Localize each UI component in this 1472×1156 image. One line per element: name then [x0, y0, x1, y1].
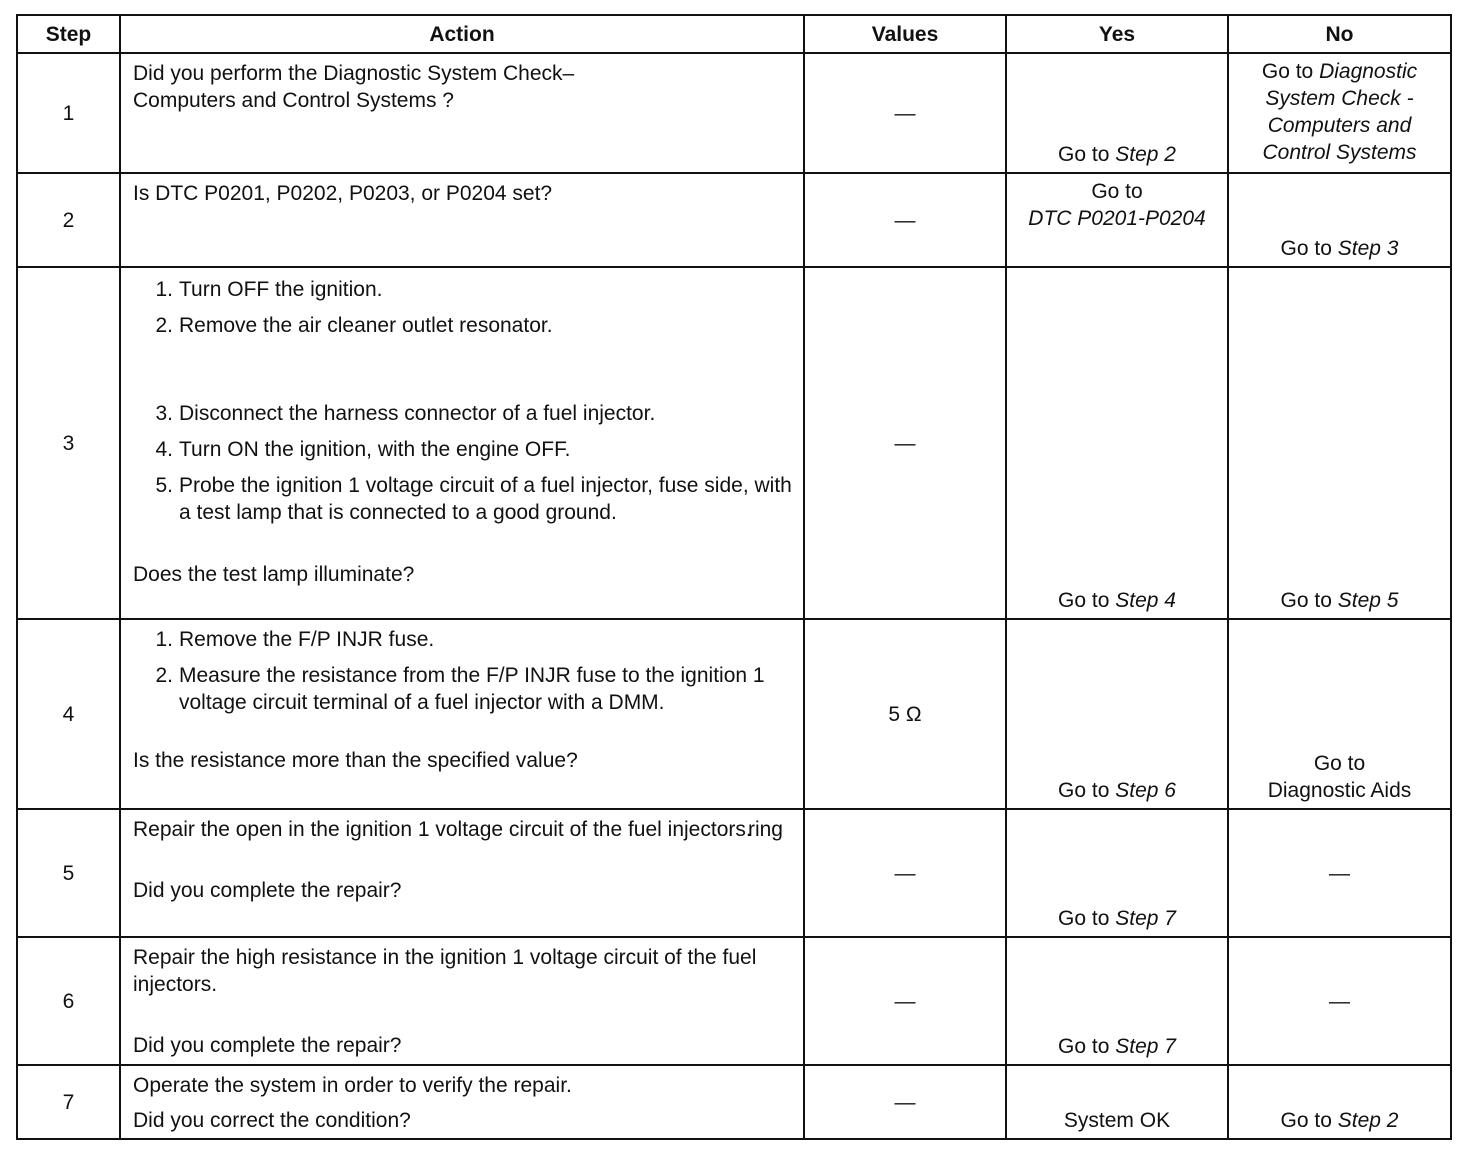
- list-item: 1. Remove the F/P INJR fuse.: [155, 628, 435, 651]
- no-cell: [1228, 937, 1451, 1065]
- yes-prefix: Go to: [1058, 143, 1116, 166]
- no-cell: [1228, 619, 1451, 809]
- action-cell: [120, 1065, 804, 1139]
- action-cell: [120, 937, 804, 1065]
- no-prefix: Go to: [1280, 237, 1338, 260]
- no-prefix: Go to: [1261, 60, 1320, 83]
- step-number: 2: [17, 173, 120, 267]
- step-number: 4: [17, 619, 120, 809]
- header-yes: Yes: [1006, 15, 1228, 53]
- value-cell: [804, 173, 1006, 267]
- yes-cell: [1006, 809, 1228, 937]
- yes-step-link: Step 2: [1115, 143, 1176, 166]
- action-text: Did you perform the Diagnostic System Check– Computers and Control Systems ?: [133, 62, 575, 112]
- yes-step-link: Step 7: [1115, 907, 1176, 930]
- value-cell: [804, 1065, 1006, 1139]
- yes-prefix: Go to: [1058, 589, 1116, 612]
- table-row: [17, 53, 1451, 173]
- header-values: Values: [804, 15, 1006, 53]
- substep-list: [133, 276, 793, 526]
- value-text: —: [894, 989, 916, 1013]
- list-item: 3. Disconnect the harness connector of a fuel injector.: [155, 402, 656, 425]
- table-row: [17, 937, 1451, 1065]
- yes-cell: [1006, 619, 1228, 809]
- value-cell: [804, 937, 1006, 1065]
- no-value: —: [1329, 989, 1350, 1013]
- header-step: Step: [17, 15, 120, 53]
- step-number: 3: [17, 267, 120, 619]
- list-item: 4. Turn ON the ignition, with the engine OFF.: [155, 438, 571, 461]
- no-step-link: Step 3: [1337, 237, 1399, 260]
- value-text: —: [894, 861, 916, 885]
- action-cell: [120, 173, 804, 267]
- no-cell: [1228, 53, 1451, 173]
- action-text: Operate the system in order to verify the repair.: [133, 1074, 572, 1097]
- yes-text: System OK: [1063, 1109, 1171, 1132]
- question-text: Is the resistance more than the specified value?: [133, 749, 578, 772]
- value-text: —: [894, 431, 916, 455]
- no-step-link: Step 5: [1337, 589, 1399, 612]
- step-number: 1: [17, 53, 120, 173]
- list-item: 2. Remove the air cleaner outlet resonator.: [155, 314, 553, 337]
- yes-step-link: Step 6: [1115, 779, 1176, 802]
- no-prefix: Go to: [1280, 1109, 1338, 1132]
- value-cell: [804, 53, 1006, 173]
- yes-cell: [1006, 1065, 1228, 1139]
- action-cell: [120, 619, 804, 809]
- question-text: Did you complete the repair?: [133, 1034, 402, 1057]
- no-prefix: Go to: [1280, 589, 1338, 612]
- no-step-link: Step 2: [1337, 1109, 1399, 1132]
- list-item: 5. Probe the ignition 1 voltage circuit of a fuel injector, fuse side, with a test lamp that is connected to a good ground.: [155, 474, 792, 524]
- stray-text: ring: [747, 818, 783, 841]
- substep-list: [133, 626, 793, 716]
- yes-prefix: Go to: [1091, 180, 1143, 203]
- action-text: Repair the open in the ignition 1 voltage circuit of the fuel injectors. ring: [133, 818, 783, 841]
- header-row: [17, 15, 1451, 53]
- step-number: 5: [17, 809, 120, 937]
- yes-prefix: Go to: [1058, 779, 1116, 802]
- value-text: —: [894, 1090, 916, 1114]
- action-cell: [120, 809, 804, 937]
- no-text: Go to Diagnostic Aids: [1267, 752, 1412, 802]
- value-cell: [804, 267, 1006, 619]
- no-value: —: [1329, 861, 1350, 885]
- table-row: [17, 173, 1451, 267]
- yes-step-link: Step 4: [1115, 589, 1176, 612]
- action-text: Repair the high resistance in the ignition 1 voltage circuit of the fuel injectors.: [133, 946, 757, 996]
- no-cell: [1228, 809, 1451, 937]
- yes-dtc-link: DTC P0201-P0204: [1028, 207, 1206, 230]
- action-text: Is DTC P0201, P0202, P0203, or P0204 set?: [133, 182, 553, 205]
- value-cell: [804, 809, 1006, 937]
- no-cell: [1228, 267, 1451, 619]
- yes-prefix: Go to: [1058, 1035, 1116, 1058]
- value-cell: [804, 619, 1006, 809]
- yes-cell: [1006, 173, 1228, 267]
- action-cell: [120, 53, 804, 173]
- header-no: No: [1228, 15, 1451, 53]
- action-cell: [120, 267, 804, 619]
- yes-prefix: Go to: [1058, 907, 1116, 930]
- yes-step-link: Step 7: [1115, 1035, 1176, 1058]
- yes-cell: [1006, 267, 1228, 619]
- question-text: Did you correct the condition?: [133, 1109, 411, 1132]
- yes-cell: [1006, 53, 1228, 173]
- no-cell: [1228, 173, 1451, 267]
- no-link: Diagnostic System Check - Computers and Control Systems: [1262, 60, 1418, 164]
- no-cell: [1228, 1065, 1451, 1139]
- list-item: 2. Measure the resistance from the F/P INJR fuse to the ignition 1 voltage circuit terminal of a fuel injector with a DMM.: [155, 664, 765, 714]
- value-text: —: [894, 208, 916, 232]
- value-text: 5 Ω: [888, 702, 922, 726]
- question-text: Did you complete the repair?: [133, 879, 402, 902]
- value-text: —: [894, 101, 916, 125]
- table-row: [17, 619, 1451, 809]
- question-text: Does the test lamp illuminate?: [133, 563, 415, 586]
- table-row: [17, 1065, 1451, 1139]
- list-item: 1. Turn OFF the ignition.: [155, 278, 383, 301]
- yes-cell: [1006, 937, 1228, 1065]
- table-row: [17, 809, 1451, 937]
- table-row: [17, 267, 1451, 619]
- diagnostic-table: [16, 14, 1452, 1140]
- step-number: 6: [17, 937, 120, 1065]
- header-action: Action: [120, 15, 804, 53]
- step-number: 7: [17, 1065, 120, 1139]
